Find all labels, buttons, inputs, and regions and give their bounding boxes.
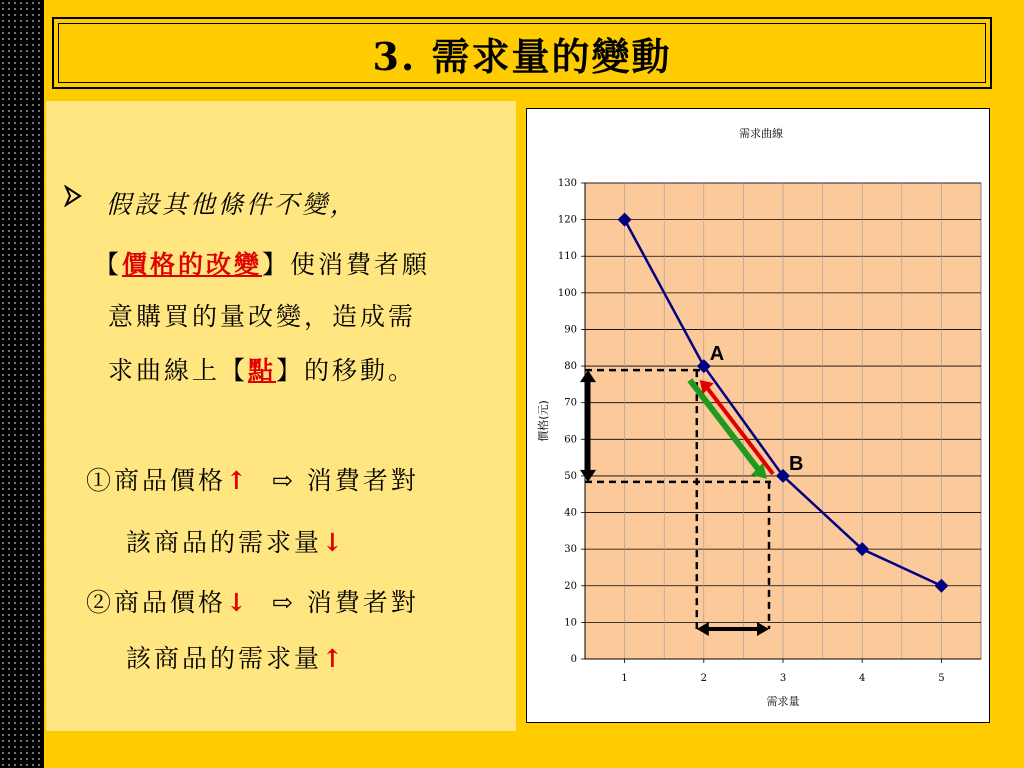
y-tick-label: 30 — [564, 544, 577, 556]
bullet-arrowhead-icon — [64, 185, 82, 207]
chart-title: 需求曲線 — [739, 127, 783, 140]
item-1-line-2 — [126, 523, 346, 559]
decorative-dotted-strip — [0, 0, 44, 768]
title-inner-frame — [58, 23, 986, 83]
y-tick-label: 90 — [564, 324, 577, 336]
item-2-line-1 — [86, 583, 419, 619]
title-box — [52, 17, 992, 89]
item-2-text: ②商品價格 — [86, 588, 227, 617]
body-line-3: 意購買的量改變，造成需 — [108, 302, 417, 331]
y-tick-label: 0 — [570, 654, 577, 665]
up-arrow-icon: ↑ — [226, 466, 250, 495]
body-line-2-rest: 】使消費者願 — [262, 250, 431, 279]
body-line-4 — [108, 351, 416, 387]
body-line-4-prefix: 求曲線上【 — [108, 356, 249, 385]
y-axis-label: 價格(元) — [537, 400, 550, 442]
text-panel — [46, 101, 516, 731]
y-tick-label: 50 — [564, 470, 577, 482]
item-1-continued: 該商品的需求量 — [126, 528, 323, 557]
point-highlight: 點 — [248, 356, 277, 385]
item-1-line-1 — [86, 461, 419, 497]
price-change-highlight: 價格的改變 — [122, 250, 263, 279]
body-line-2 — [94, 245, 430, 281]
y-tick-label: 20 — [564, 580, 577, 592]
y-tick-label: 60 — [564, 434, 577, 446]
y-tick-label: 110 — [557, 251, 577, 263]
demand-chart — [527, 109, 989, 722]
bracket-open: 【 — [94, 250, 123, 279]
y-tick-label: 10 — [564, 617, 577, 629]
x-tick-labels — [621, 673, 944, 684]
x-tick-label: 2 — [700, 673, 707, 684]
down-arrow-icon: ↓ — [226, 588, 250, 617]
x-tick-label: 4 — [859, 673, 866, 684]
item-1-result: ⇨ 消費者對 — [271, 466, 419, 495]
y-tick-label: 120 — [557, 214, 577, 226]
up-arrow-icon: ↑ — [322, 644, 346, 673]
y-tick-label: 40 — [564, 507, 577, 519]
y-tick-label: 80 — [564, 361, 577, 373]
x-tick-label: 3 — [779, 673, 787, 684]
y-tick-labels — [558, 178, 577, 665]
x-tick-label: 1 — [621, 673, 628, 684]
item-2-continued: 該商品的需求量 — [126, 644, 323, 673]
slide-title: 3. 需求量的變動 — [372, 33, 672, 79]
down-arrow-icon: ↓ — [322, 528, 346, 557]
item-2-line-2 — [126, 639, 346, 675]
item-1-text: ①商品價格 — [86, 466, 227, 495]
x-tick-label: 5 — [938, 673, 945, 684]
y-tick-label: 100 — [557, 287, 577, 299]
demand-chart-frame — [526, 108, 990, 723]
y-tick-label: 70 — [564, 397, 577, 409]
body-line-4-suffix: 】的移動。 — [276, 356, 417, 385]
x-axis-label: 需求量 — [766, 695, 800, 708]
y-tick-label: 130 — [557, 178, 577, 189]
point-label: B — [789, 452, 804, 475]
assumption-text: 假設其他條件不變， — [106, 190, 359, 219]
point-label: A — [709, 343, 725, 366]
item-2-result: ⇨ 消費者對 — [271, 588, 419, 617]
